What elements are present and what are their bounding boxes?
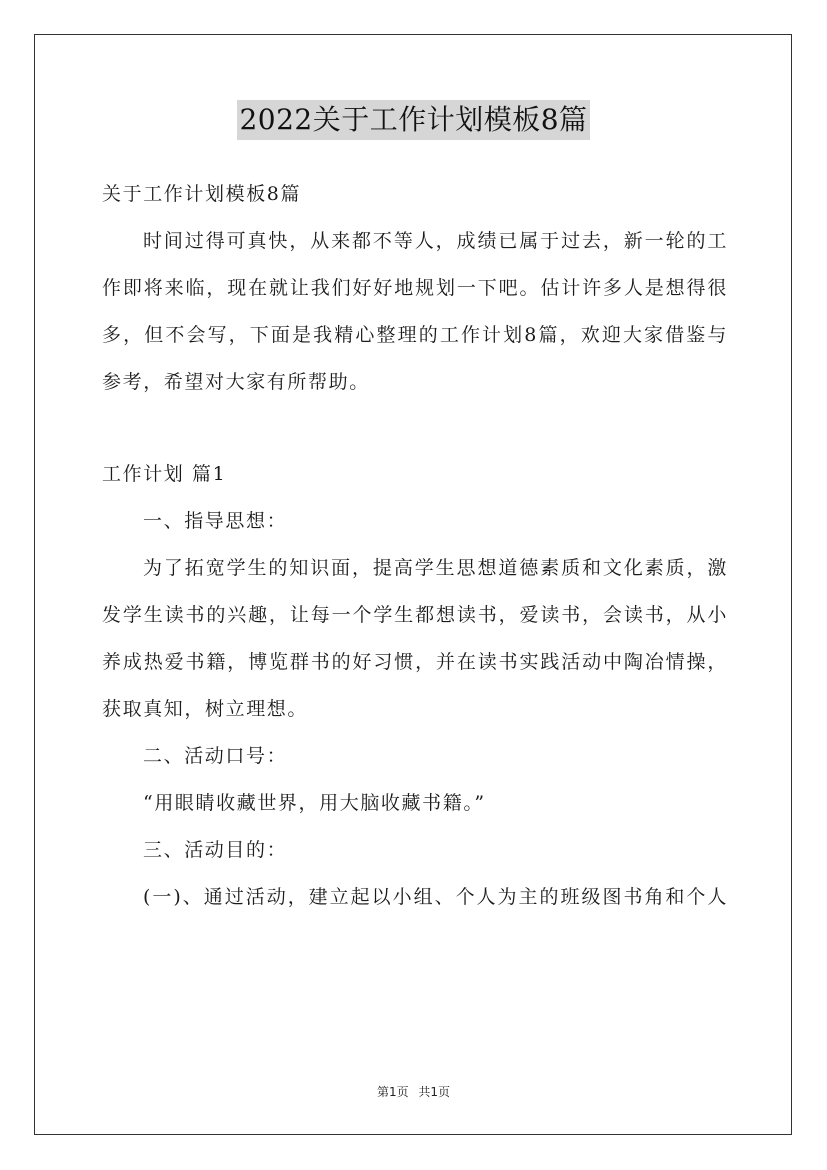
paragraph-line: 多，但不会写，下面是我精心整理的工作计划8篇，欢迎大家借鉴与: [102, 324, 728, 346]
page-footer: [0, 1083, 827, 1100]
document-body: [102, 171, 728, 921]
document-title: 2022关于工作计划模板8篇: [237, 100, 589, 140]
paragraph-line: 为了拓宽学生的知识面，提高学生思想道德素质和文化素质，激: [143, 557, 728, 579]
paragraph-line: 参考，希望对大家有所帮助。: [102, 371, 370, 393]
page-total: 共1页: [418, 1085, 451, 1099]
document-subtitle: 关于工作计划模板8篇: [102, 183, 302, 205]
title-container: [0, 100, 827, 140]
spacer: [102, 406, 728, 451]
item-heading: 二、活动口号：: [143, 745, 288, 767]
paragraph-line: 发学生读书的兴趣，让每一个学生都想读书，爱读书，会读书，从小: [102, 604, 728, 626]
paragraph-line: 获取真知，树立理想。: [102, 698, 309, 720]
item-heading: 三、活动目的：: [143, 839, 288, 861]
paragraph-line: (一)、通过活动，建立起以小组、个人为主的班级图书角和个人: [143, 886, 728, 908]
page-number: 第1页: [376, 1085, 409, 1099]
section-heading: 工作计划 篇1: [102, 463, 227, 485]
paragraph-line: 养成热爱书籍，博览群书的好习惯，并在读书实践活动中陶冶情操，: [102, 651, 728, 673]
slogan-line: “用眼睛收藏世界，用大脑收藏书籍。”: [143, 792, 486, 814]
paragraph-line: 作即将来临，现在就让我们好好地规划一下吧。估计许多人是想得很: [102, 277, 728, 299]
item-heading: 一、指导思想：: [143, 510, 288, 532]
paragraph-line: 时间过得可真快，从来都不等人，成绩已属于过去，新一轮的工: [143, 230, 728, 252]
